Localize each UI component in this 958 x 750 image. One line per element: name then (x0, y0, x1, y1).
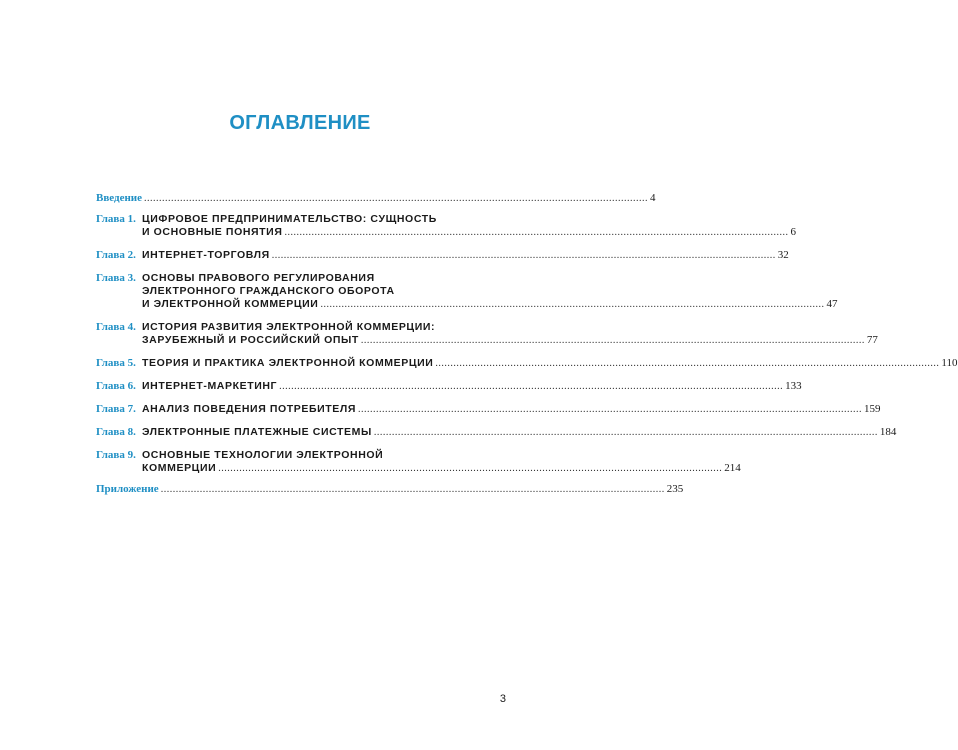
dot-leader: ........................................................................................................................................................................ (144, 193, 649, 204)
toc-page-number: 235 (666, 483, 684, 495)
dot-leader: ........................................................................................................................................................................ (358, 404, 863, 415)
chapter-title-line: ОСНОВЫ ПРАВОВОГО РЕГУЛИРОВАНИЯ (142, 272, 375, 284)
chapter-title-line: И ОСНОВНЫЕ ПОНЯТИЯ (142, 226, 283, 238)
toc-page-number: 32 (777, 249, 789, 261)
chapter-title-line: ЗАРУБЕЖНЫЙ И РОССИЙСКИЙ ОПЫТ (142, 334, 359, 346)
toc-entry-label: Приложение (96, 483, 159, 495)
toc-page-number: 133 (785, 380, 802, 392)
dot-leader: ........................................................................................................................................................................ (160, 484, 665, 495)
toc-page-number: 6 (790, 226, 796, 238)
dot-leader: ........................................................................................................................................................................ (284, 227, 789, 238)
dot-leader: ........................................................................................................................................................................ (435, 358, 940, 369)
dot-leader: ........................................................................................................................................................................ (271, 250, 776, 261)
chapter-title-line: И ЭЛЕКТРОННОЙ КОММЕРЦИИ (142, 298, 319, 310)
toc-page-number: 110 (941, 357, 958, 369)
dot-leader: ........................................................................................................................................................................ (373, 427, 878, 438)
toc-entry-chapter-1[interactable] (96, 213, 796, 239)
toc-entry-appendix[interactable] (96, 483, 684, 496)
dot-leader: ........................................................................................................................................................................ (360, 335, 865, 346)
toc-entry-chapter-5[interactable] (96, 357, 958, 370)
chapter-title-line: КОММЕРЦИИ (142, 462, 217, 474)
chapter-title-line: ИНТЕРНЕТ-ТОРГОВЛЯ (142, 249, 270, 261)
toc-entry-chapter-7[interactable] (96, 403, 881, 416)
toc-entry-label: Введение (96, 192, 143, 204)
toc-entry-introduction[interactable] (96, 192, 656, 205)
toc-page-number: 77 (866, 334, 878, 346)
toc-entry-chapter-3[interactable] (96, 272, 838, 311)
toc-entry-chapter-2[interactable] (96, 249, 789, 262)
chapter-title-line: ТЕОРИЯ И ПРАКТИКА ЭЛЕКТРОННОЙ КОММЕРЦИИ (142, 357, 434, 369)
toc-entry-chapter-8[interactable] (96, 426, 897, 439)
toc-page-number: 159 (864, 403, 881, 415)
chapter-title-line: ИНТЕРНЕТ-МАРКЕТИНГ (142, 380, 278, 392)
chapter-title-line: ЭЛЕКТРОННЫЕ ПЛАТЕЖНЫЕ СИСТЕМЫ (142, 426, 372, 438)
chapter-number: Глава 2. (96, 249, 136, 261)
toc-entry-chapter-9[interactable] (96, 449, 741, 475)
toc-entry-chapter-6[interactable] (96, 380, 802, 393)
dot-leader: ........................................................................................................................................................................ (279, 381, 784, 392)
chapter-number: Глава 8. (96, 426, 136, 438)
toc-page-number: 4 (650, 192, 656, 204)
page-title: ОГЛАВЛЕНИЕ (229, 112, 371, 134)
chapter-number: Глава 7. (96, 403, 136, 415)
chapter-number: Глава 5. (96, 357, 136, 369)
dot-leader: ........................................................................................................................................................................ (320, 299, 825, 310)
chapter-number: Глава 6. (96, 380, 136, 392)
toc-page-number: 184 (879, 426, 897, 438)
table-of-contents (96, 192, 958, 506)
chapter-title-line: АНАЛИЗ ПОВЕДЕНИЯ ПОТРЕБИТЕЛЯ (142, 403, 357, 415)
toc-entry-chapter-4[interactable] (96, 321, 878, 347)
chapter-title-line: ЦИФРОВОЕ ПРЕДПРИНИМАТЕЛЬСТВО: СУЩНОСТЬ (142, 213, 437, 225)
chapter-title-line: ИСТОРИЯ РАЗВИТИЯ ЭЛЕКТРОННОЙ КОММЕРЦИИ: (142, 321, 436, 333)
chapter-title-line: ЭЛЕКТРОННОГО ГРАЖДАНСКОГО ОБОРОТА (142, 285, 395, 297)
chapter-number: Глава 9. (96, 449, 136, 461)
chapter-title-line: ОСНОВНЫЕ ТЕХНОЛОГИИ ЭЛЕКТРОННОЙ (142, 449, 384, 461)
chapter-number: Глава 4. (96, 321, 136, 333)
dot-leader: ........................................................................................................................................................................ (218, 463, 723, 474)
chapter-number: Глава 3. (96, 272, 136, 284)
toc-page-number: 214 (724, 462, 741, 474)
chapter-number: Глава 1. (96, 213, 136, 225)
toc-page-number: 47 (826, 298, 838, 310)
page-number: 3 (499, 693, 506, 705)
